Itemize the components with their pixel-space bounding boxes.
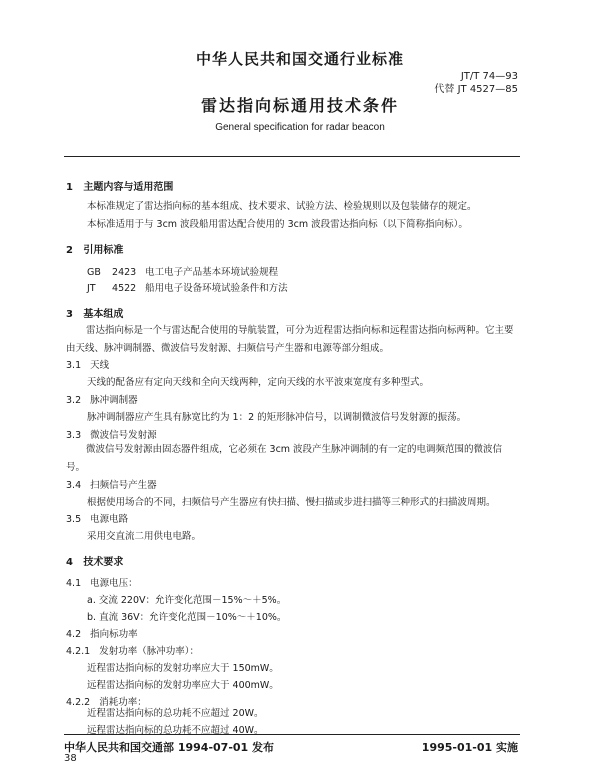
section-title: 主题内容与适用范围 [83,182,174,193]
paragraph: 采用交直流二用供电电路。 [87,531,202,542]
subsection-number: 3.1 [66,360,82,371]
reference-number: 2423 [112,267,137,278]
list-item: 近程雷达指向标的总功耗不应超过 20W。 [87,708,264,719]
subsection-number: 3.3 [66,430,82,441]
standard-number: JT/T 74—93 [460,71,518,82]
paragraph: 微波信号发射源由固态器件组成，它必须在 3cm 波段产生脉冲调制的有一定的电调频范围的微波信号。 [66,444,503,473]
reference-code: JT [87,283,96,294]
subsection-title: 消耗功率： [99,697,147,708]
list-item: b. 直流 36V：允许变化范围－10%～＋10%。 [87,612,287,623]
list-item: 近程雷达指向标的发射功率应大于 150mW。 [87,663,279,674]
reference-item [87,264,278,278]
list-item: 远程雷达指向标的发射功率应大于 400mW。 [87,680,279,691]
subsection-number: 4.2 [66,629,82,640]
section-3-heading [66,305,123,320]
subsection-heading [66,357,109,371]
section-4-heading [66,553,123,568]
list-item: 远程雷达指向标的总功耗不应超过 40W。 [87,725,264,736]
paragraph: 天线的配备应有定向天线和全向天线两种，定向天线的水平波束宽度有多种型式。 [87,377,430,388]
effective-date: 1995-01-01 实施 [421,741,518,754]
reference-name: 船用电子设备环境试验条件和方法 [145,283,288,294]
subsection-title: 电源电压： [90,578,138,589]
section-number: 4 [66,557,73,568]
footer-divider [64,734,520,735]
issuing-organization: 中华人民共和国交通行业标准 [195,50,404,68]
subsection-title: 微波信号发射源 [90,430,157,441]
page-number: 38 [64,753,77,764]
section-number: 2 [66,245,73,256]
subsection-number: 3.4 [66,480,82,491]
subsection-heading [66,392,138,406]
paragraph: 脉冲调制器应产生具有脉宽比约为 1：2 的矩形脉冲信号，以调制微波信号发射源的振荡。 [87,412,467,423]
subsection-title: 发射功率（脉冲功率）： [99,646,200,657]
section-number: 3 [66,309,73,320]
reference-item [87,280,288,294]
replaces-standard: 代替 JT 4527—85 [434,84,518,95]
paragraph: 本标准规定了雷达指向标的基本组成、技术要求、试验方法、检验规则以及包装储存的规定。 [87,201,477,212]
subsection-number: 4.2.2 [66,697,91,708]
section-1-heading [66,178,173,193]
document-title: 雷达指向标通用技术条件 [200,96,399,115]
subsection-number: 3.5 [66,514,82,525]
subsection-heading [66,427,157,441]
subsection-title: 脉冲调制器 [90,395,138,406]
subsection-heading [66,575,138,589]
subsection-number: 3.2 [66,395,82,406]
header-divider [64,156,520,157]
section-title: 技术要求 [83,557,124,568]
subsection-heading [66,643,199,657]
reference-code: GB [87,267,101,278]
reference-name: 电工电子产品基本环境试验规程 [145,267,279,278]
reference-number: 4522 [112,283,137,294]
paragraph: 雷达指向标是一个与雷达配合使用的导航装置，可分为近程雷达指向标和远程雷达指向标两种。它主要由天线、脉冲调制器、微波信号发射源、扫频信号产生器和电源等部分组成。 [66,325,514,354]
subsection-number: 4.2.1 [66,646,91,657]
document-title-english: General specification for radar beacon [215,122,385,133]
paragraph: 本标准适用于与 3cm 波段船用雷达配合使用的 3cm 波段雷达指向标（以下简称指向标）。 [87,219,468,230]
list-item: a. 交流 220V：允许变化范围－15%～＋5%。 [87,595,287,606]
section-2-heading [66,241,123,256]
paragraph: 根据使用场合的不同，扫频信号产生器应有快扫描、慢扫描或步进扫描等三种形式的扫描波周期。 [87,497,496,508]
section-title: 基本组成 [83,309,124,320]
subsection-number: 4.1 [66,578,82,589]
section-title: 引用标准 [83,245,124,256]
subsection-title: 天线 [90,360,110,371]
subsection-heading [66,511,128,525]
subsection-title: 扫频信号产生器 [90,480,157,491]
subsection-heading [66,477,157,491]
section-number: 1 [66,182,73,193]
subsection-heading [66,626,138,640]
issue-date: 中华人民共和国交通部 1994-07-01 发布 [64,741,275,754]
subsection-title: 指向标功率 [90,629,138,640]
subsection-title: 电源电路 [90,514,129,525]
